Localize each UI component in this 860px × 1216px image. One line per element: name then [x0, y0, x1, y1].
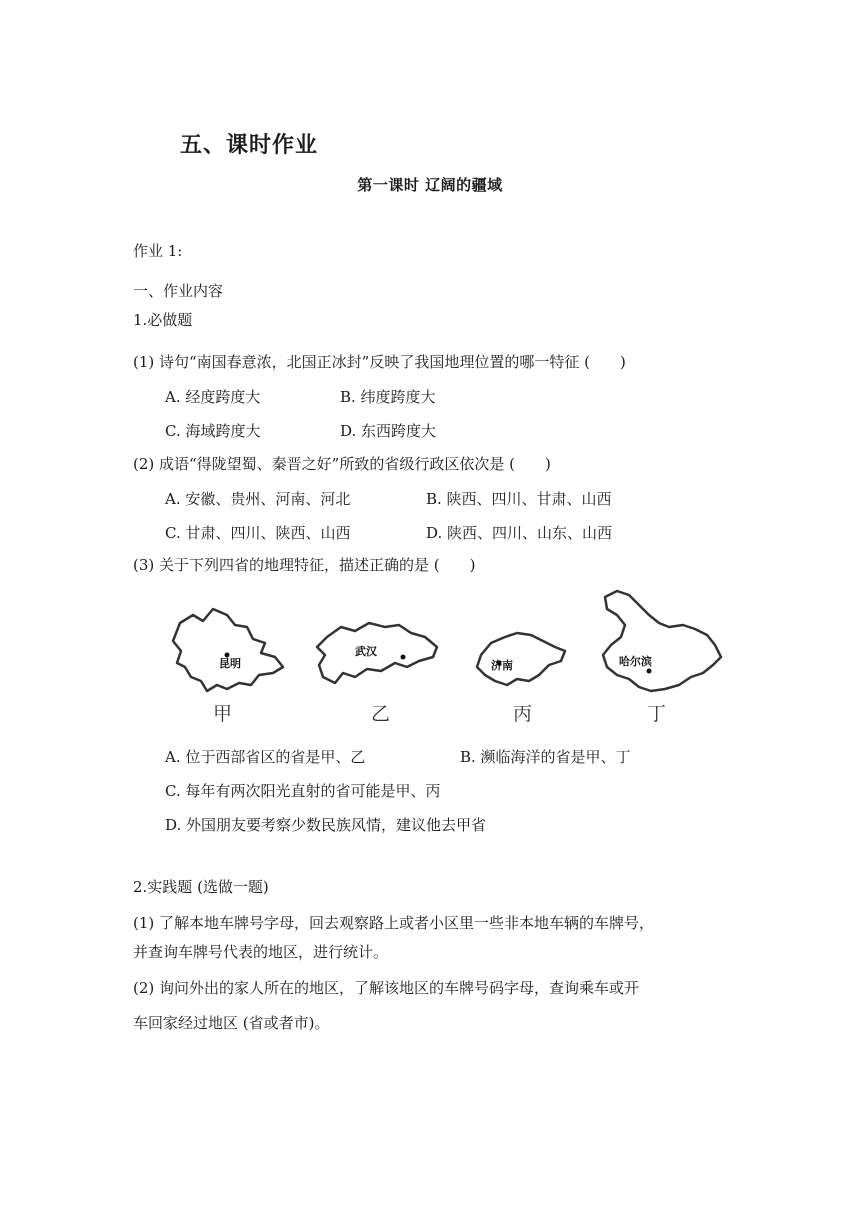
q2-option-a: A. 安徽、贵州、河南、河北	[165, 490, 351, 508]
q2-option-b: B. 陕西、四川、甘肃、山西	[426, 490, 612, 508]
province-maps-figure	[155, 585, 735, 725]
q1-option-d: D. 东西跨度大	[340, 422, 437, 440]
q3-option-c: C. 每年有两次阳光直射的省可能是甲、丙	[165, 782, 441, 800]
q1-option-b: B. 纬度跨度大	[340, 388, 436, 406]
lesson-title: 第一课时 辽阔的疆域	[357, 176, 503, 194]
practice-item2-line1: (2) 询问外出的家人所在的地区，了解该地区的车牌号码字母，查询乘车或开	[133, 979, 640, 997]
practice-item1-line1: (1) 了解本地车牌号字母，回去观察路上或者小区里一些非本地车辆的车牌号，	[133, 914, 655, 932]
required-label: 1.必做题	[133, 311, 193, 329]
map-city-wuhan: 武汉	[355, 645, 377, 658]
q1-stem: (1) 诗句“南国春意浓，北国正冰封”反映了我国地理位置的哪一特征 ( )	[133, 353, 626, 371]
q1-option-c: C. 海域跨度大	[165, 422, 261, 440]
map-city-kunming: 昆明	[219, 657, 241, 670]
section-title: 五、课时作业	[180, 133, 319, 158]
province-map-yi	[317, 623, 437, 725]
map-name-bing: 丙	[513, 703, 533, 725]
q2-stem: (2) 成语“得陇望蜀、秦晋之好”所致的省级行政区依次是 ( )	[133, 455, 551, 473]
practice-item1-line2: 并查询车牌号代表的地区，进行统计。	[133, 943, 389, 961]
map-name-jia: 甲	[213, 703, 233, 725]
practice-title: 2.实践题 (选做一题)	[133, 878, 269, 896]
province-map-jia	[173, 609, 283, 725]
q3-stem: (3) 关于下列四省的地理特征，描述正确的是 ( )	[133, 556, 476, 574]
map-city-harbin: 哈尔滨	[619, 655, 652, 668]
homework-label: 作业 1:	[133, 242, 183, 260]
map-city-jinan: 济南	[491, 659, 513, 672]
q3-option-b: B. 濒临海洋的省是甲、丁	[460, 748, 631, 766]
q3-option-a: A. 位于西部省区的省是甲、乙	[165, 748, 366, 766]
map-name-yi: 乙	[371, 703, 391, 725]
q1-option-a: A. 经度跨度大	[165, 388, 261, 406]
province-map-bing	[477, 633, 565, 725]
q2-option-c: C. 甘肃、四川、陕西、山西	[165, 524, 351, 542]
province-map-ding	[603, 591, 721, 725]
part-label: 一、作业内容	[133, 282, 224, 300]
q3-option-d: D. 外国朋友要考察少数民族风情，建议他去甲省	[165, 816, 487, 834]
practice-item2-line2: 车回家经过地区 (省或者市)。	[133, 1014, 330, 1032]
q2-option-d: D. 陕西、四川、山东、山西	[426, 524, 613, 542]
map-name-ding: 丁	[647, 703, 667, 725]
